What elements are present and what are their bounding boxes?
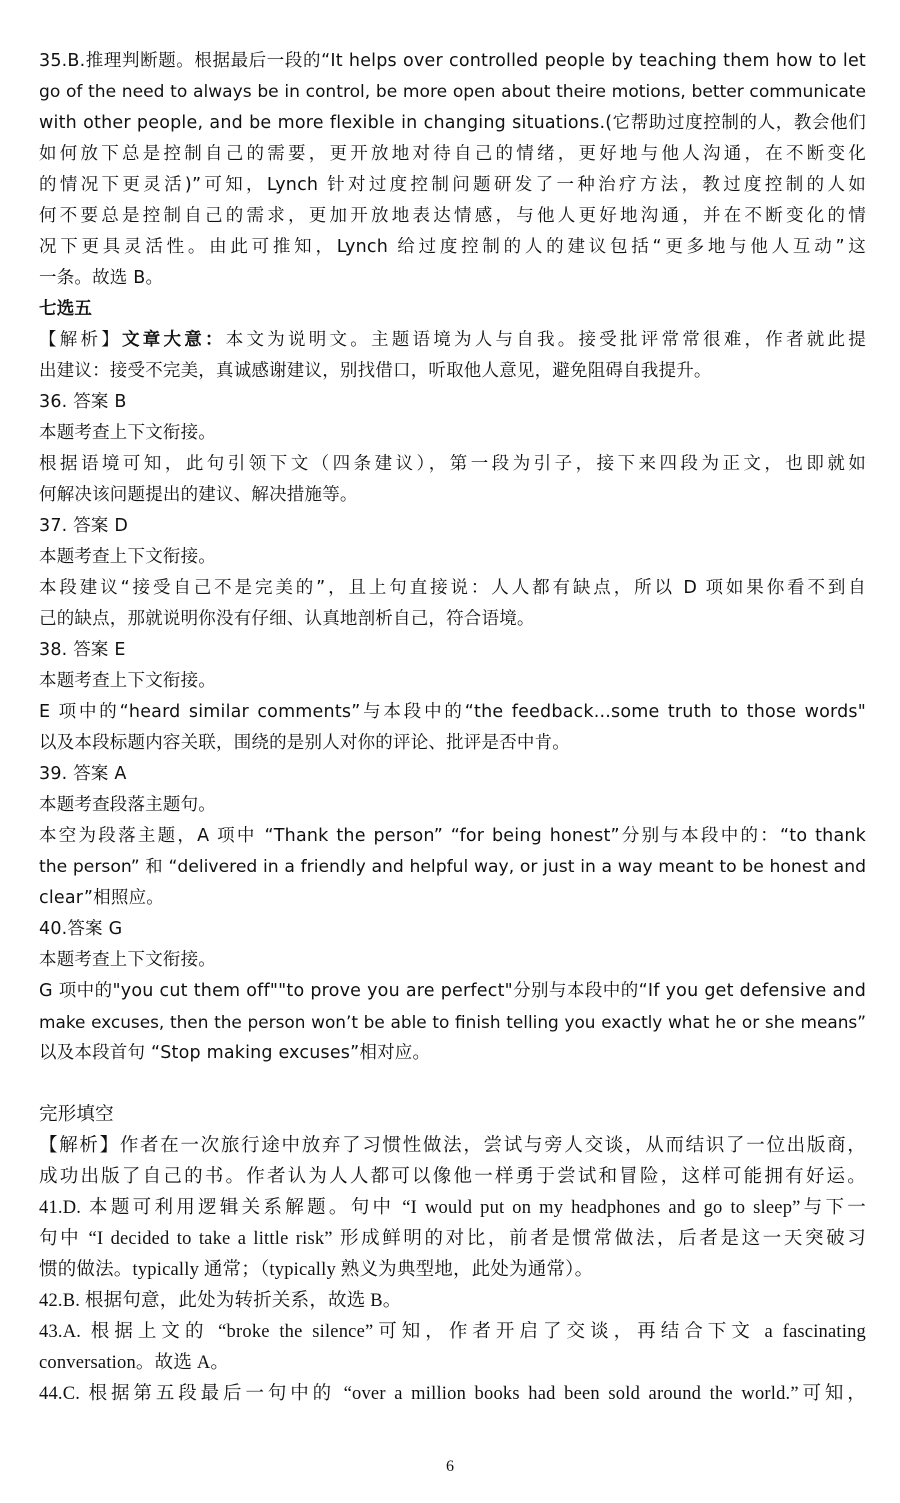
text-line: 根据语境可知，此句引领下文（四条建议），第一段为引子，接下来四段为正文，也即就如 — [39, 454, 866, 474]
text-line: 如何放下总是控制自己的需要，更开放地对待自己的情绪，更好地与他人沟通，在不断变化 — [39, 144, 866, 164]
text-line: clear”相照应。 — [39, 888, 164, 908]
text-line: 42.B. 根据句意，此处为转折关系，故选 B。 — [39, 1291, 402, 1311]
wanxing-section — [39, 1100, 866, 1410]
answer-38: 38. 答案 E — [39, 640, 126, 660]
text-line: 【解析】作者在一次旅行途中放弃了习惯性做法，尝试与旁人交谈，从而结识了一位出版商， — [39, 1136, 866, 1156]
analysis-label: 【解析】 — [39, 330, 123, 350]
text-line: 惯的做法。typically 通常；（typically 熟义为典型地，此处为通常）。 — [39, 1260, 594, 1280]
text-line: 何解决该问题提出的建议、解决措施等。 — [39, 485, 358, 505]
main-idea-line — [39, 325, 866, 356]
text-line: with other people, and be more flexible in changing situations.(它帮助过度控制的人，教会他们 — [39, 113, 866, 133]
text-line: 以及本段标题内容关联，围绕的是别人对你的评论、批评是否中肯。 — [39, 733, 570, 753]
text-line: 何不要总是控制自己的需求，更加开放地表达情感，与他人更好地沟通，并在不断变化的情 — [39, 206, 866, 226]
text-line: 出建议：接受不完美，真诚感谢建议，别找借口，听取他人意见，避免阻碍自我提升。 — [39, 361, 712, 381]
text-line: go of the need to always be in control, be more open about theire motions, better communicate — [39, 82, 866, 102]
answer-36: 36. 答案 B — [39, 392, 127, 412]
text-line: G 项中的"you cut them off""to prove you are perfect"分别与本段中的“If you get defensive and — [39, 981, 866, 1001]
text-line: 35.B.推理判断题。根据最后一段的“It helps over controlled people by teaching them how to let — [39, 51, 866, 71]
text-line: 以及本段首句 “Stop making excuses”相对应。 — [39, 1043, 431, 1063]
answer-37: 37. 答案 D — [39, 516, 129, 536]
text-line: the person” 和 “delivered in a friendly and helpful way, or just in a way meant to be honest and — [39, 857, 866, 877]
text-line: 44.C. 根据第五段最后一句中的 “over a million books had been sold around the world.”可知， — [39, 1384, 866, 1404]
text-line: 43.A. 根据上文的 “broke the silence”可知，作者开启了交谈，再结合下文 a fascinating — [39, 1322, 866, 1342]
text-line: 本题考查上下文衔接。 — [39, 950, 216, 970]
text-line: 本段建议“接受自己不是完美的”，且上句直接说：人人都有缺点，所以 D 项如果你看不到自 — [39, 578, 866, 598]
text-line: 一条。故选 B。 — [39, 268, 164, 288]
text-line: 本题考查段落主题句。 — [39, 795, 216, 815]
text-line: 本空为段落主题，A 项中 “Thank the person” “for being honest”分别与本段中的：“to thank — [39, 826, 866, 846]
text-line: E 项中的“heard similar comments”与本段中的“the feedback...some truth to those words" — [39, 702, 866, 722]
text-line: conversation。故选 A。 — [39, 1353, 230, 1373]
text-line: 本题考查上下文衔接。 — [39, 547, 216, 567]
text-line: 本题考查上下文衔接。 — [39, 671, 216, 691]
q35-explanation — [39, 46, 866, 294]
text-line: make excuses, then the person won’t be able to finish telling you exactly what he or she means” — [39, 1012, 866, 1032]
text-line: 的情况下更灵活)”可知，Lynch 针对过度控制问题研发了一种治疗方法，教过度控制的人如 — [39, 175, 866, 195]
text-line: 成功出版了自己的书。作者认为人人都可以像他一样勇于尝试和冒险，这样可能拥有好运。 — [39, 1167, 866, 1187]
text-line: 本题考查上下文衔接。 — [39, 423, 216, 443]
text-line: 况下更具灵活性。由此可推知，Lynch 给过度控制的人的建议包括“更多地与他人互动”这 — [39, 237, 866, 257]
answer-39: 39. 答案 A — [39, 764, 127, 784]
page-number: 6 — [446, 1458, 454, 1475]
main-idea-label: 文章大意： — [122, 330, 226, 350]
text-line: 句中 “I decided to take a little risk” 形成鲜明的对比，前者是惯常做法，后者是这一天突破习 — [39, 1229, 866, 1249]
text-line: 41.D. 本题可利用逻辑关系解题。句中 “I would put on my headphones and go to sleep”与下一 — [39, 1198, 866, 1218]
answer-40: 40.答案 G — [39, 919, 123, 939]
section-heading: 完形填空 — [39, 1105, 114, 1125]
document-body — [39, 46, 866, 1410]
main-idea-text: 本文为说明文。主题语境为人与自我。接受批评常常很难，作者就此提 — [225, 330, 867, 350]
section-heading: 七选五 — [39, 299, 93, 319]
spacer — [39, 1069, 866, 1100]
qixuanwu-section — [39, 294, 866, 1069]
text-line: 己的缺点，那就说明你没有仔细、认真地剖析自己，符合语境。 — [39, 609, 535, 629]
